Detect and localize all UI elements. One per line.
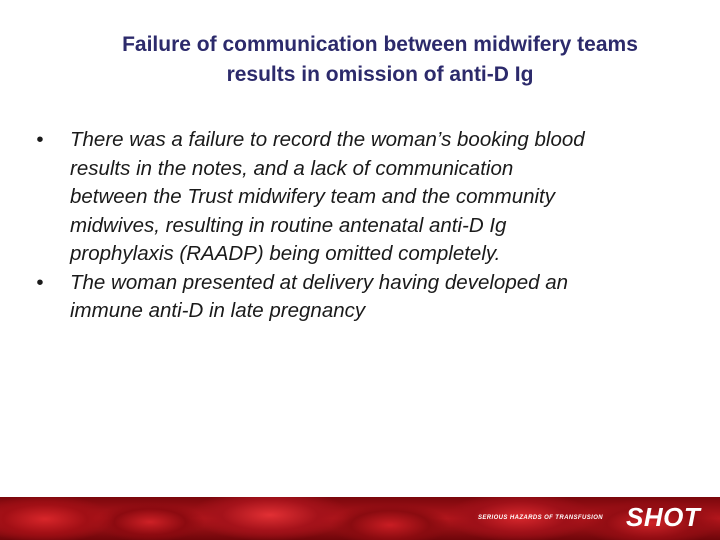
bullet-line: There was a failure to record the woman’s booking blood xyxy=(70,128,585,151)
bullet-list xyxy=(30,126,690,326)
bullet-item xyxy=(30,126,690,269)
shot-logo: SHOT xyxy=(626,502,701,532)
bullet-marker: • xyxy=(36,128,44,151)
footer-banner xyxy=(0,497,720,540)
bullet-line: between the Trust midwifery team and the community xyxy=(70,185,555,208)
bullet-item xyxy=(30,269,690,326)
bullet-line: prophylaxis (RAADP) being omitted completely. xyxy=(70,242,501,265)
title-line: results in omission of anti-D Ig xyxy=(226,63,534,86)
bullet-line: The woman presented at delivery having developed an xyxy=(70,270,569,294)
bullet-text xyxy=(70,126,690,269)
bullet-line: results in the notes, and a lack of communication xyxy=(70,156,514,180)
footer-tagline: SERIOUS HAZARDS OF TRANSFUSION xyxy=(478,515,604,521)
bullet-line: immune anti-D in late pregnancy xyxy=(70,299,366,322)
bullet-text xyxy=(70,269,690,326)
slide-title xyxy=(40,30,720,90)
bullet-marker: • xyxy=(36,270,44,294)
bullet-line: midwives, resulting in routine antenatal anti-D Ig xyxy=(70,213,507,237)
title-line: Failure of communication between midwifery teams xyxy=(122,33,638,56)
